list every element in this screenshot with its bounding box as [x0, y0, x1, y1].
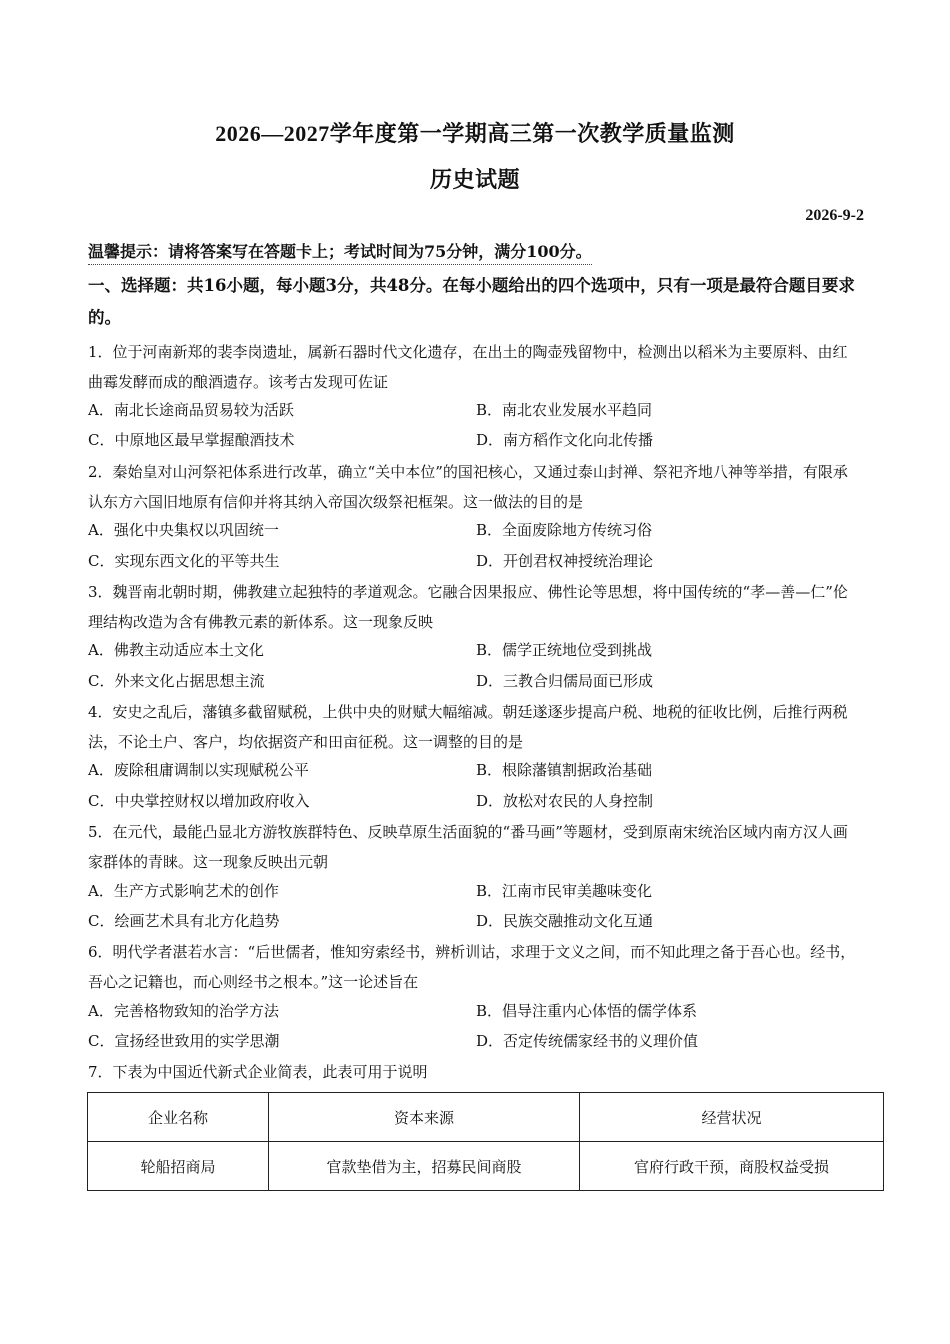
table-header-row — [88, 1093, 884, 1142]
table-header-cell: 企业名称 — [88, 1093, 269, 1142]
question-5-stem: 5．在元代，最能凸显北方游牧族群特色、反映草原生活面貌的“番马画”等题材，受到原南宋统治区域内南方汉人画家群体的青睐。这一现象反映出元朝 — [88, 823, 848, 871]
table-row — [88, 1142, 884, 1191]
question-3-option-c: C．外来文化占据思想主流 — [88, 672, 265, 690]
question-1-stem: 1．位于河南新郑的裴李岗遗址，属新石器时代文化遗存，在出土的陶壶残留物中，检测出以稻米为主要原料、由红曲霉发酵而成的酿酒遗存。该考古发现可佐证 — [88, 343, 848, 391]
exam-title: 2026—2027学年度第一学期高三第一次教学质量监测 — [215, 121, 735, 146]
table-cell: 官款垫借为主，招募民间商股 — [269, 1142, 580, 1191]
question-3-stem: 3．魏晋南北朝时期，佛教建立起独特的孝道观念。它融合因果报应、佛性论等思想，将中国传统的“孝—善—仁”伦理结构改造为含有佛教元素的新体系。这一现象反映 — [88, 583, 848, 631]
question-2-stem: 2．秦始皇对山河祭祀体系进行改革，确立“关中本位”的国祀核心，又通过泰山封禅、祭祀齐地八神等举措，有限承认东方六国旧地原有信仰并将其纳入帝国次级祭祀框架。这一做法的目的是 — [88, 463, 848, 511]
question-1-option-d: D．南方稻作文化向北传播 — [476, 431, 654, 449]
question-6-option-c: C．宣扬经世致用的实学思潮 — [88, 1032, 280, 1050]
question-4-option-b: B．根除藩镇割据政治基础 — [476, 761, 653, 779]
enterprise-table — [87, 1092, 884, 1191]
warm-tip: 温馨提示：请将答案写在答题卡上；考试时间为75分钟，满分100分。 — [88, 239, 592, 265]
table-header-cell: 资本来源 — [269, 1093, 580, 1142]
question-4-option-a: A．废除租庸调制以实现赋税公平 — [88, 761, 309, 779]
question-6-stem: 6．明代学者湛若水言：“后世儒者，惟知穷索经书，辨析训诂，求理于文义之间，而不知此理之备于吾心也。经书，吾心之记籍也，而心则经书之根本。”这一论述旨在 — [88, 943, 856, 991]
question-4-option-c: C．中央掌控财权以增加政府收入 — [88, 792, 310, 810]
section-one-heading: 一、选择题：共16小题，每小题3分，共48分。在每小题给出的四个选项中，只有一项是最符合题目要求的。 — [88, 276, 855, 327]
table-cell: 官府行政干预，商股权益受损 — [580, 1142, 884, 1191]
question-4-option-d: D．放松对农民的人身控制 — [476, 792, 654, 810]
question-1-option-a: A．南北长途商品贸易较为活跃 — [88, 401, 294, 419]
question-3-option-a: A．佛教主动适应本土文化 — [88, 641, 264, 659]
question-2-option-a: A．强化中央集权以巩固统一 — [88, 521, 279, 539]
question-2-option-b: B．全面废除地方传统习俗 — [476, 521, 653, 539]
question-6-option-a: A．完善格物致知的治学方法 — [88, 1002, 279, 1020]
question-5-option-b: B．江南市民审美趣味变化 — [476, 882, 653, 900]
table-cell: 轮船招商局 — [88, 1142, 269, 1191]
exam-date: 2026-9-2 — [805, 207, 864, 224]
question-6-option-d: D．否定传统儒家经书的义理价值 — [476, 1032, 699, 1050]
question-5-option-d: D．民族交融推动文化互通 — [476, 912, 654, 930]
question-1-option-b: B．南北农业发展水平趋同 — [476, 401, 653, 419]
question-1-option-c: C．中原地区最早掌握酿酒技术 — [88, 431, 295, 449]
question-6-option-b: B．倡导注重内心体悟的儒学体系 — [476, 1002, 698, 1020]
table-header-cell: 经营状况 — [580, 1093, 884, 1142]
question-3-option-b: B．儒学正统地位受到挑战 — [476, 641, 653, 659]
question-3-option-d: D．三教合归儒局面已形成 — [476, 672, 654, 690]
question-4-stem: 4．安史之乱后，藩镇多截留赋税，上供中央的财赋大幅缩减。朝廷遂逐步提高户税、地税的征收比例，后推行两税法，不论土户、客户，均依据资产和田亩征税。这一调整的目的是 — [88, 703, 848, 751]
question-5-option-c: C．绘画艺术具有北方化趋势 — [88, 912, 280, 930]
question-2-option-c: C．实现东西文化的平等共生 — [88, 552, 280, 570]
question-7-stem: 7．下表为中国近代新式企业简表，此表可用于说明 — [88, 1063, 428, 1081]
question-2-option-d: D．开创君权神授统治理论 — [476, 552, 654, 570]
exam-subtitle: 历史试题 — [429, 167, 520, 192]
question-5-option-a: A．生产方式影响艺术的创作 — [88, 882, 279, 900]
